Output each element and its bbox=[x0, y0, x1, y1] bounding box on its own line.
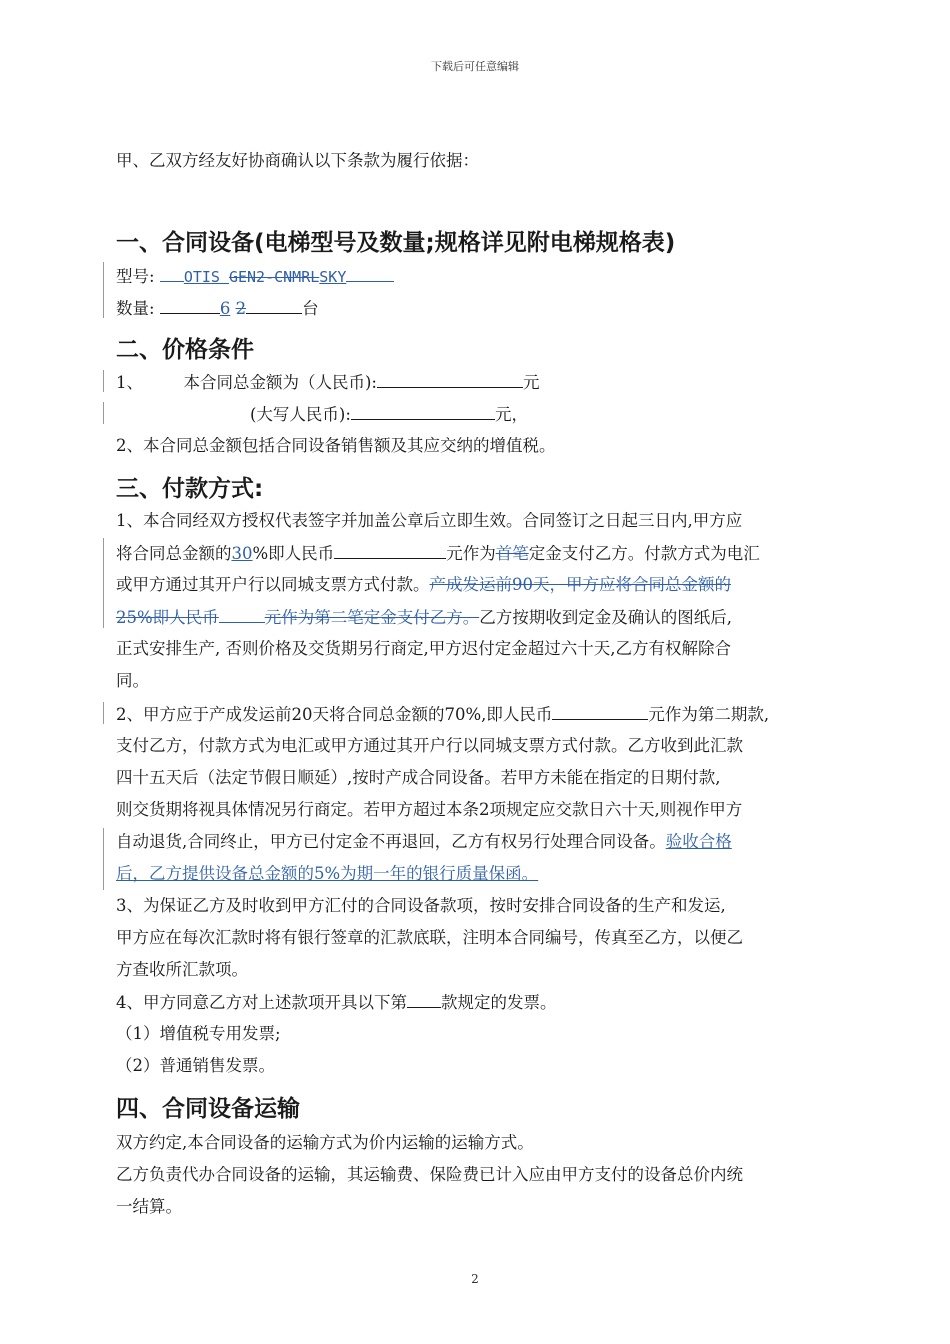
payment-p1-line-1: 1、本合同经双方授权代表签字并加盖公章后立即生效。合同签订之日起三日内,甲方应 bbox=[116, 511, 743, 530]
model-value: OTIS bbox=[183, 268, 229, 286]
deleted-text: 产成发运前90天，甲方应将合同总金额的 bbox=[429, 575, 731, 594]
model-blank bbox=[160, 265, 184, 282]
price-item-1-unit: 元 bbox=[523, 373, 540, 392]
invoice-option-1: （1）增值税专用发票; bbox=[116, 1024, 281, 1043]
text: 将合同总金额的 bbox=[116, 544, 232, 563]
deposit-amount-blank bbox=[334, 542, 446, 559]
revision-bar bbox=[103, 402, 104, 424]
revision-bar bbox=[103, 538, 104, 628]
payment-p2-line-2: 支付乙方，付款方式为电汇或甲方通过其开户行以同城支票方式付款。乙方收到此汇款 bbox=[116, 736, 743, 755]
payment-p3-line-3: 方查收所汇款项。 bbox=[116, 960, 248, 979]
revision-bar bbox=[103, 828, 104, 890]
page-number: 2 bbox=[471, 1272, 479, 1286]
payment-p1-line-5: 正式安排生产, 否则价格及交货期另行商定,甲方迟付定金超过六十天,乙方有权解除合 bbox=[116, 639, 731, 658]
payment-p2-line-1 bbox=[116, 703, 769, 726]
price-item-1b-text: (大写人民币): bbox=[250, 405, 351, 424]
price-item-2: 2、本合同总金额包括合同设备销售额及其应交纳的增值税。 bbox=[116, 436, 556, 455]
text: 定金支付乙方。付款方式为电汇 bbox=[528, 544, 760, 563]
text: %即人民币 bbox=[252, 544, 335, 563]
section-1-title: 一、合同设备(电梯型号及数量;规格详见附电梯规格表) bbox=[116, 230, 676, 256]
section-2-title: 二、价格条件 bbox=[116, 337, 254, 363]
payment-p4 bbox=[116, 991, 557, 1014]
invoice-option-2: （2）普通销售发票。 bbox=[116, 1056, 275, 1075]
deleted-text: 25%即人民币 bbox=[116, 608, 219, 627]
payment-p2-line-6 bbox=[116, 863, 538, 885]
model-label: 型号: bbox=[116, 267, 155, 286]
inserted-text: 后，乙方提供设备总金额的5%为期一年的银行质量保函。 bbox=[116, 864, 539, 883]
total-amount-blank bbox=[377, 371, 523, 388]
page-header: 下载后可任意编辑 bbox=[431, 60, 519, 73]
payment-p2-line-4: 则交货期将视具体情况另行商定。若甲方超过本条2项规定应交款日六十天,则视作甲方 bbox=[116, 800, 743, 819]
second-payment-blank bbox=[552, 703, 648, 720]
quantity-label: 数量: bbox=[116, 299, 155, 318]
quantity-deleted: 2 bbox=[235, 299, 247, 318]
model-line bbox=[116, 265, 394, 288]
payment-p1-line-2 bbox=[116, 542, 760, 565]
invoice-option-blank bbox=[407, 991, 441, 1008]
inserted-text: 验收合格 bbox=[665, 832, 732, 851]
text: 自动退货,合同终止，甲方已付定金不再退回，乙方有权另行处理合同设备。 bbox=[116, 832, 666, 851]
model-inserted: SKY bbox=[319, 268, 347, 286]
payment-p3-line-1: 3、为保证乙方及时收到甲方汇付的合同设备款项，按时安排合同设备的生产和发运, bbox=[116, 896, 726, 915]
payment-p1-line-3 bbox=[116, 574, 731, 596]
price-item-1-number: 1、 bbox=[116, 373, 143, 392]
price-item-1b-unit: 元， bbox=[494, 405, 528, 424]
payment-p2-line-5 bbox=[116, 831, 732, 853]
price-item-1 bbox=[116, 371, 540, 394]
payment-p1-line-4 bbox=[116, 606, 732, 629]
deleted-blank bbox=[219, 606, 265, 623]
text: 款规定的发票。 bbox=[441, 993, 557, 1012]
revision-bar bbox=[103, 370, 104, 392]
model-blank-tail bbox=[346, 265, 394, 282]
text: 或甲方通过其开户行以同城支票方式付款。 bbox=[116, 575, 430, 594]
revision-bar bbox=[103, 702, 104, 724]
payment-p3-line-2: 甲方应在每次汇款时将有银行签章的汇款底联，注明本合同编号，传真至乙方，以便乙 bbox=[116, 928, 743, 947]
payment-p1-line-6: 同。 bbox=[116, 671, 149, 690]
inserted-text: 30 bbox=[231, 544, 253, 563]
price-item-1-text: 本合同总金额为（人民币): bbox=[183, 373, 377, 392]
text: 4、甲方同意乙方对上述款项开具以下第 bbox=[116, 993, 407, 1012]
revision-bar bbox=[103, 262, 104, 318]
quantity-unit: 台 bbox=[302, 299, 319, 318]
transport-line-1: 双方约定,本合同设备的运输方式为价内运输的运输方式。 bbox=[116, 1133, 534, 1152]
text: 元作为第二期款, bbox=[648, 705, 770, 724]
text: 2、甲方应于产成发运前20天将合同总金额的70%,即人民币 bbox=[116, 705, 553, 724]
quantity-blank-tail bbox=[246, 297, 302, 314]
text: 乙方按期收到定金及确认的图纸后, bbox=[479, 608, 732, 627]
model-deleted: GEN2-CNMRL bbox=[228, 268, 320, 286]
deleted-text: 首笔 bbox=[495, 544, 529, 563]
payment-p2-line-3: 四十五天后（法定节假日顺延）,按时产成合同设备。若甲方未能在指定的日期付款, bbox=[116, 768, 721, 787]
quantity-inserted: 6 bbox=[219, 299, 231, 318]
section-3-title: 三、付款方式: bbox=[116, 476, 264, 502]
quantity-blank bbox=[160, 297, 220, 314]
total-amount-words-blank bbox=[351, 403, 495, 420]
transport-line-3: 一结算。 bbox=[116, 1197, 182, 1216]
text: 元作为 bbox=[446, 544, 496, 563]
deleted-text: 元作为第二笔定金支付乙方。 bbox=[264, 608, 480, 627]
intro-text: 甲、乙双方经友好协商确认以下条款为履行依据： bbox=[116, 151, 479, 170]
price-item-1b bbox=[250, 403, 528, 426]
transport-line-2: 乙方负责代办合同设备的运输，其运输费、保险费已计入应由甲方支付的设备总价内统 bbox=[116, 1165, 743, 1184]
quantity-line bbox=[116, 297, 319, 320]
section-4-title: 四、合同设备运输 bbox=[116, 1096, 300, 1122]
